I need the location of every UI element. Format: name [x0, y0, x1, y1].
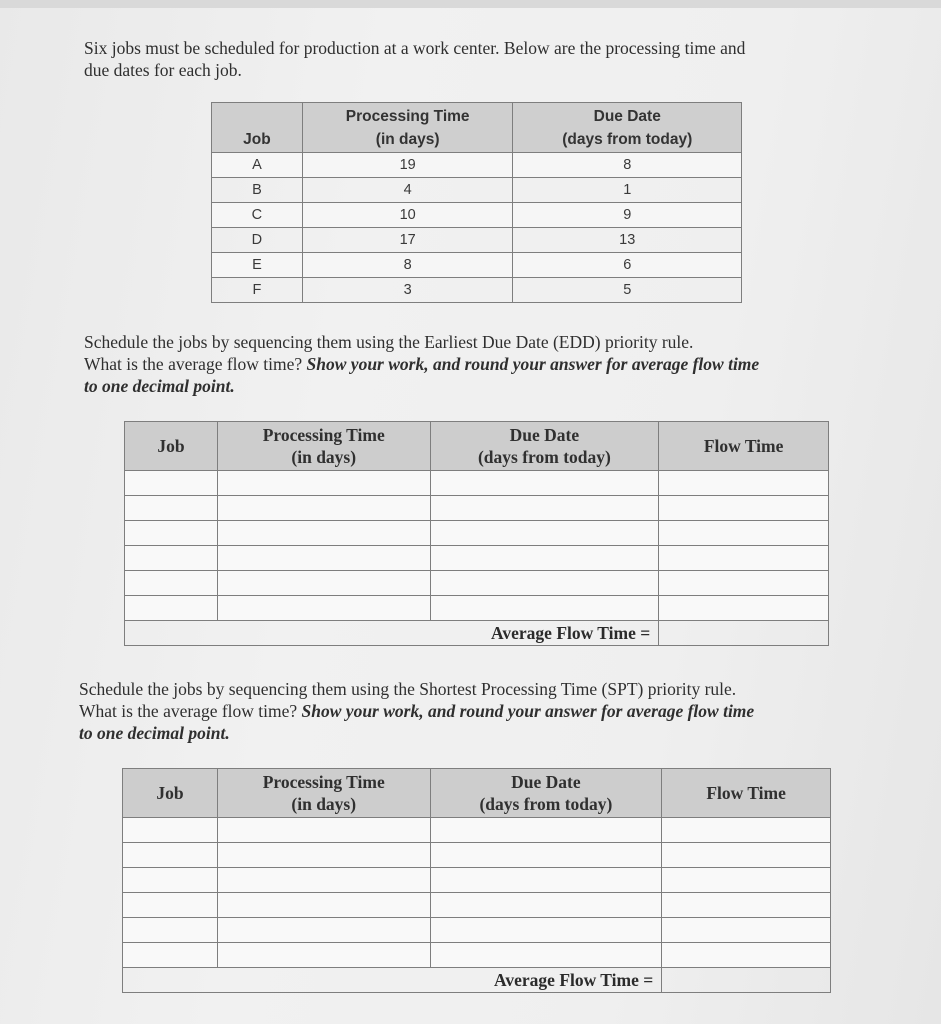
edd-answer-table [124, 421, 829, 646]
processing-cell: 3 [302, 278, 513, 303]
table-row [123, 818, 831, 843]
job-cell: C [212, 203, 303, 228]
table-row [212, 228, 742, 253]
flow-input-cell[interactable] [662, 943, 831, 968]
processing-cell: 10 [302, 203, 513, 228]
intro-line-2: due dates for each job. [84, 60, 242, 80]
flow-input-cell[interactable] [659, 571, 829, 596]
processing-input-cell[interactable] [217, 546, 430, 571]
job-input-cell[interactable] [123, 843, 218, 868]
flow-input-cell[interactable] [659, 471, 829, 496]
processing-input-cell[interactable] [217, 471, 430, 496]
intro-text [84, 37, 745, 81]
table-row [125, 571, 829, 596]
flow-input-cell[interactable] [659, 496, 829, 521]
table-row [123, 868, 831, 893]
header-processing-time: Processing Time (in days) [217, 769, 430, 818]
due-input-cell[interactable] [430, 496, 659, 521]
average-flow-time-label: Average Flow Time = [123, 968, 662, 993]
due-input-cell[interactable] [430, 843, 662, 868]
processing-cell: 19 [302, 153, 513, 178]
header-processing-time: Processing Time (in days) [302, 103, 513, 153]
flow-input-cell[interactable] [662, 893, 831, 918]
processing-cell: 4 [302, 178, 513, 203]
due-input-cell[interactable] [430, 918, 662, 943]
header-flow-time: Flow Time [662, 769, 831, 818]
processing-input-cell[interactable] [217, 943, 430, 968]
flow-input-cell[interactable] [659, 521, 829, 546]
flow-input-cell[interactable] [662, 818, 831, 843]
job-cell: A [212, 153, 303, 178]
processing-input-cell[interactable] [217, 868, 430, 893]
average-flow-time-label: Average Flow Time = [125, 621, 659, 646]
processing-input-cell[interactable] [217, 918, 430, 943]
table-row [212, 153, 742, 178]
job-input-cell[interactable] [123, 943, 218, 968]
average-flow-time-input[interactable] [662, 968, 831, 993]
table-row [125, 546, 829, 571]
due-input-cell[interactable] [430, 546, 659, 571]
due-cell: 5 [513, 278, 742, 303]
table-row [212, 278, 742, 303]
processing-cell: 17 [302, 228, 513, 253]
job-input-cell[interactable] [123, 868, 218, 893]
job-cell: D [212, 228, 303, 253]
due-input-cell[interactable] [430, 943, 662, 968]
header-job: Job [125, 422, 218, 471]
due-cell: 6 [513, 253, 742, 278]
processing-cell: 8 [302, 253, 513, 278]
table-row [125, 496, 829, 521]
due-cell: 8 [513, 153, 742, 178]
spt-question-line-1: Schedule the jobs by sequencing them using the Shortest Processing Time (SPT) priority rule. [79, 679, 737, 699]
table-row [123, 843, 831, 868]
processing-input-cell[interactable] [217, 521, 430, 546]
due-cell: 13 [513, 228, 742, 253]
processing-input-cell[interactable] [217, 893, 430, 918]
due-cell: 9 [513, 203, 742, 228]
processing-input-cell[interactable] [217, 596, 430, 621]
edd-question-line-1: Schedule the jobs by sequencing them using the Earliest Due Date (EDD) priority rule. [84, 332, 694, 352]
job-input-cell[interactable] [123, 893, 218, 918]
processing-input-cell[interactable] [217, 571, 430, 596]
spt-answer-table [122, 768, 831, 993]
header-due-date: Due Date (days from today) [513, 103, 742, 153]
due-cell: 1 [513, 178, 742, 203]
flow-input-cell[interactable] [662, 868, 831, 893]
table-row [125, 596, 829, 621]
job-input-cell[interactable] [123, 818, 218, 843]
average-row [125, 621, 829, 646]
job-input-cell[interactable] [125, 496, 218, 521]
table-row [212, 203, 742, 228]
spt-question: Schedule the jobs by sequencing them using the Shortest Processing Time (SPT) priority rule. What is the average flow time? Show your work, and round your answer for average flow time to one decimal point. [79, 679, 755, 743]
job-input-cell[interactable] [125, 596, 218, 621]
flow-input-cell[interactable] [662, 843, 831, 868]
job-input-cell[interactable] [125, 546, 218, 571]
due-input-cell[interactable] [430, 521, 659, 546]
due-input-cell[interactable] [430, 571, 659, 596]
due-input-cell[interactable] [430, 893, 662, 918]
flow-input-cell[interactable] [662, 918, 831, 943]
due-input-cell[interactable] [430, 596, 659, 621]
header-job: Job [123, 769, 218, 818]
flow-input-cell[interactable] [659, 546, 829, 571]
jobs-table-header [212, 103, 742, 153]
top-edge [0, 0, 941, 8]
intro-line-1: Six jobs must be scheduled for production at a work center. Below are the processing time and [84, 38, 746, 58]
table-row [123, 943, 831, 968]
table-row [212, 253, 742, 278]
processing-input-cell[interactable] [217, 818, 430, 843]
average-row [123, 968, 831, 993]
flow-input-cell[interactable] [659, 596, 829, 621]
job-input-cell[interactable] [125, 571, 218, 596]
job-input-cell[interactable] [125, 521, 218, 546]
header-due-date: Due Date (days from today) [430, 769, 662, 818]
job-input-cell[interactable] [123, 918, 218, 943]
table-row [123, 918, 831, 943]
edd-table-header [125, 422, 829, 471]
jobs-table [211, 102, 742, 303]
table-row [212, 178, 742, 203]
header-job: Job [212, 103, 303, 153]
table-row [125, 471, 829, 496]
job-cell: B [212, 178, 303, 203]
header-due-date: Due Date (days from today) [430, 422, 659, 471]
job-cell: E [212, 253, 303, 278]
table-row [123, 893, 831, 918]
job-cell: F [212, 278, 303, 303]
average-flow-time-input[interactable] [659, 621, 829, 646]
job-input-cell[interactable] [125, 471, 218, 496]
header-flow-time: Flow Time [659, 422, 829, 471]
table-row [125, 521, 829, 546]
due-input-cell[interactable] [430, 818, 662, 843]
due-input-cell[interactable] [430, 868, 662, 893]
processing-input-cell[interactable] [217, 496, 430, 521]
header-processing-time: Processing Time (in days) [217, 422, 430, 471]
edd-question: Schedule the jobs by sequencing them using the Earliest Due Date (EDD) priority rule. What is the average flow time? Show your work, and round your answer for average flow time to one decimal point. [84, 332, 760, 396]
processing-input-cell[interactable] [217, 843, 430, 868]
spt-table-header [123, 769, 831, 818]
due-input-cell[interactable] [430, 471, 659, 496]
